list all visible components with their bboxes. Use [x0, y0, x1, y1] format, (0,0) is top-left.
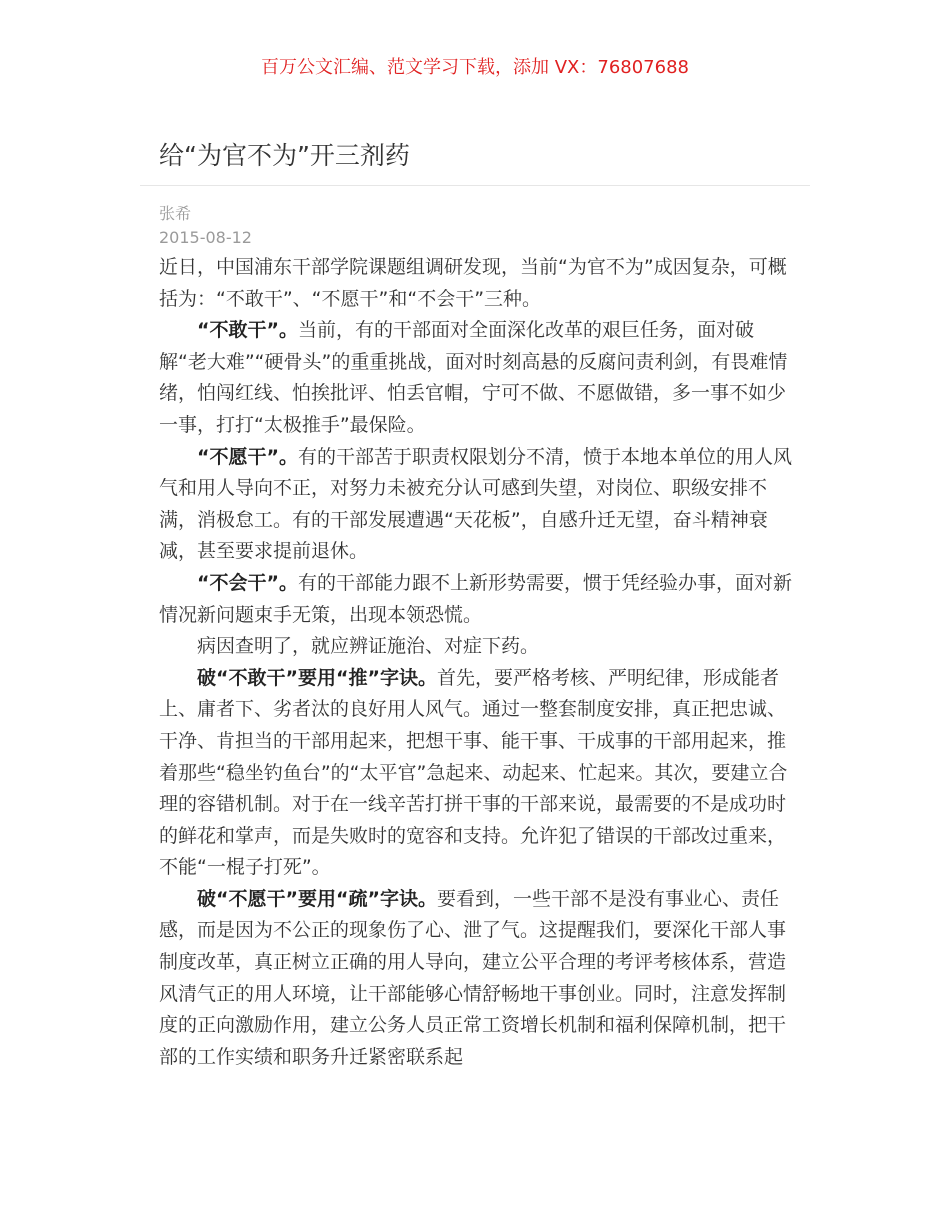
- paragraph-bu-gan-gan: [159, 315, 793, 441]
- paragraph-text: 要看到，一些干部不是没有事业心、责任感，而是因为不公正的现象伤了心、泄了气。这提醒我们，要深化干部人事制度改革，真正树立正确的用人导向，建立公平合理的考评考核体系，营造风清气正的用人环境，让干部能够心情舒畅地干事创业。同时，注意发挥制度的正向激励作用，建立公务人员正常工资增长机制和福利保障机制，把干部的工作实绩和职务升迁紧密联系起: [159, 887, 787, 1068]
- paragraph-lead: 破“不敢干”要用“推”字诀。: [197, 666, 437, 689]
- paragraph-text: 近日，中国浦东干部学院课题组调研发现，当前“为官不为”成因复杂，可概括为：“不敢干”、“不愿干”和“不会干”三种。: [159, 256, 787, 310]
- paragraph-lead: “不会干”。: [197, 571, 298, 594]
- paragraph-text: 有的干部能力跟不上新形势需要，惯于凭经验办事，面对新情况新问题束手无策，出现本领恐慌。: [159, 571, 792, 626]
- paragraph-remedy-dredge: [159, 884, 793, 1074]
- paragraph-lead: “不敢干”。: [197, 319, 298, 342]
- paragraph-text: 有的干部苦于职责权限划分不清，愤于本地本单位的用人风气和用人导向不正，对努力未被充分认可感到失望，对岗位、职级安排不满，消极怠工。有的干部发展遭遇“天花板”，自感升迁无望，奋斗精神衰减，甚至要求提前退休。: [159, 445, 792, 563]
- paragraph-remedy-push: [159, 663, 793, 884]
- paragraph-text: 当前，有的干部面对全面深化改革的艰巨任务，面对破解“老大难”“硬骨头”的重重挑战，面对时刻高悬的反腐问责利剑，有畏难情绪，怕闯红线、怕挨批评、怕丢官帽，宁可不做、不愿做错，多一事不如少一事，打打“太极推手”最保险。: [159, 319, 788, 436]
- paragraph-bu-yuan-gan: [159, 442, 793, 568]
- article-author: 张希: [159, 204, 192, 223]
- paragraph-text: 病因查明了，就应辨证施治、对症下药。: [197, 635, 540, 658]
- title-divider: [140, 185, 810, 186]
- article-date: 2015-08-12: [159, 228, 252, 247]
- paragraph-lead: “不愿干”。: [197, 445, 298, 468]
- paragraph-lead: 破“不愿干”要用“疏”字诀。: [197, 887, 437, 910]
- article-title: 给“为官不为”开三剂药: [159, 141, 410, 170]
- article-body: [159, 252, 793, 1073]
- paragraph-text: 首先，要严格考核、严明纪律，形成能者上、庸者下、劣者汰的良好用人风气。通过一整套制度安排，真正把忠诚、干净、肯担当的干部用起来，把想干事、能干事、干成事的干部用起来，推着那些“稳坐钓鱼台”的“太平官”急起来、动起来、忙起来。其次，要建立合理的容错机制。对于在一线辛苦打拼干事的干部来说，最需要的不是成功时的鲜花和掌声，而是失败时的宽容和支持。允许犯了错误的干部改过重来，不能“一棍子打死”。: [159, 666, 788, 879]
- paragraph-bu-hui-gan: [159, 568, 793, 631]
- paragraph-diagnosis: [159, 631, 793, 663]
- paragraph-intro: [159, 252, 793, 315]
- download-banner: 百万公文汇编、范文学习下载，添加 VX：76807688: [261, 57, 689, 78]
